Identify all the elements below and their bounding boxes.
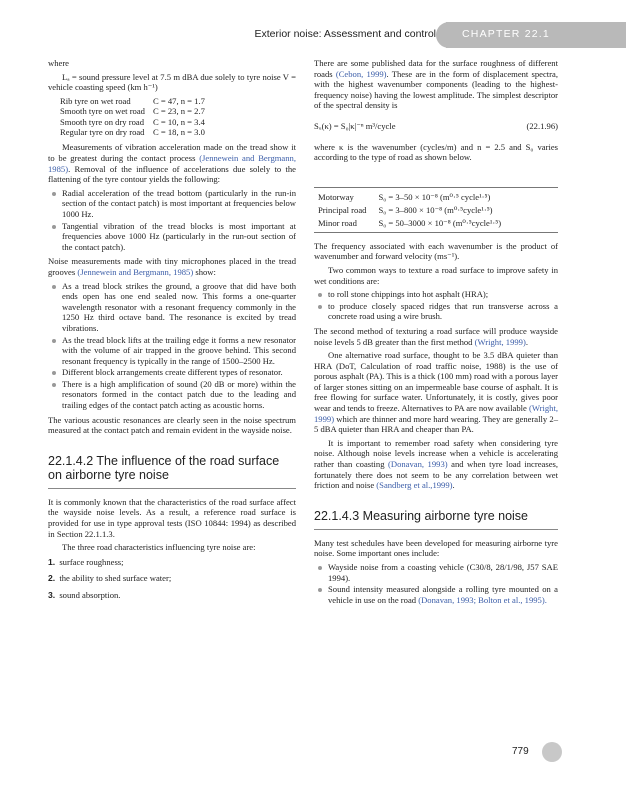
paragraph: It is commonly known that the characteristics of the road surface affect the wayside noise levels. As a result, a reference road surface is provided for use in type approval tests (ISO 10844: 1994) as described in Section 22.1.1.3. xyxy=(48,496,296,539)
road-table xyxy=(314,187,558,233)
paragraph: The three road characteristics influencing tyre noise are: xyxy=(62,542,256,553)
road-value: S₀ = 3–800 × 10⁻⁸ (m⁰·⁵cycle¹·⁵) xyxy=(378,204,493,215)
tyre-name: Rib tyre on wet road xyxy=(60,95,131,106)
road-value: S₀ = 3–50 × 10⁻⁸ (m⁰·⁵ cycle¹·⁵) xyxy=(378,191,491,202)
list-text: the ability to shed surface water; xyxy=(59,573,172,584)
chapter-label: CHAPTER 22.1 xyxy=(462,28,550,40)
road-type: Motorway xyxy=(318,191,354,202)
tyre-params: C = 18, n = 3.0 xyxy=(152,127,205,137)
paragraph xyxy=(314,326,558,347)
list-item xyxy=(328,584,558,605)
table-row xyxy=(314,204,509,217)
citation-link[interactable]: (Donavan, 1993; Bolton et al., 1995). xyxy=(418,594,547,605)
equation xyxy=(314,121,558,132)
list-item: As a tread block strikes the ground, a groove that did have both ends open has one end sealed now. This forms a one-quarter wavelength resonator with a resonant frequency commonly in the 1250 Hz third octave band. The resonance is excited by tread vibrations. xyxy=(62,280,296,333)
text: . xyxy=(452,480,455,491)
list-item: There is a high amplification of sound (20 dB or more) within the resonators formed in the contact patch due to the leading and trailing edges of the contact patch acting as acoustic horns. xyxy=(62,378,296,411)
paragraph xyxy=(314,58,558,111)
tyre-name: Smooth tyre on wet road xyxy=(60,106,145,117)
paragraph: The various acoustic resonances are clearly seen in the noise spectrum measured at the contact patch and remain evident in the wayside noise. xyxy=(48,414,296,436)
table-row xyxy=(314,191,509,204)
text: The second method of texturing a road surface will produce wayside noise levels 5 dB greater than the first method xyxy=(314,325,558,347)
road-value: S₀ = 50–3000 × 10⁻⁸ (m⁰·⁵cycle¹·⁵) xyxy=(378,217,502,228)
list-number: 2. xyxy=(48,573,56,584)
definition-la: Lₐ = sound pressure level at 7.5 m dBA due solely to tyre noise V = vehicle coasting speed (km h⁻¹) xyxy=(48,71,296,93)
citation-link[interactable]: (Wright, 1999) xyxy=(474,336,526,347)
list-item: to produce closely spaced ridges that run transverse across a concrete road using a wire brush. xyxy=(328,300,558,322)
equation-number: (22.1.96) xyxy=(526,120,558,131)
section-heading: 22.1.4.2 The influence of the road surface on airborne tyre noise xyxy=(48,454,296,489)
list-item xyxy=(48,573,296,584)
citation-link[interactable]: (Donavan, 1993) xyxy=(388,459,448,470)
tyre-name: Smooth tyre on dry road xyxy=(60,116,145,127)
page-number-badge xyxy=(502,742,556,762)
text: which are thinner and more hard wearing. They are generally 2–5 dBA quieter than HRA and cheaper than PA. xyxy=(314,413,558,435)
tyre-table xyxy=(60,96,213,138)
list-item xyxy=(48,590,296,601)
bullet-list xyxy=(48,281,296,411)
paragraph: where κ is the wavenumber (cycles/m) and n = 2.5 and S₀ varies according to the type of road as shown below. xyxy=(314,141,558,163)
text: . xyxy=(525,336,528,347)
page-number: 779 xyxy=(512,746,529,757)
section-heading: 22.1.4.3 Measuring airborne tyre noise xyxy=(314,509,558,530)
citation-link[interactable]: (Jennewein and Bergmann, 1985) xyxy=(48,153,296,174)
text: Sound intensity measured alongside a rolling tyre mounted on a vehicle in use on the road xyxy=(328,584,558,605)
text: Wayside noise from a coasting vehicle (C30/8, 28/1/98, J57 SAE 1994). xyxy=(328,562,558,583)
citation-link[interactable]: (Cebon, 1999) xyxy=(335,68,387,79)
paragraph xyxy=(314,438,558,491)
chapter-tab xyxy=(446,22,626,48)
citation-link[interactable]: (Sandberg et al.,1999) xyxy=(376,480,453,491)
right-column xyxy=(314,58,558,609)
paragraph: The frequency associated with each wavenumber is the product of wavenumber and forward velocity (ms⁻¹). xyxy=(314,240,558,262)
text: . Removal of the influence of accelerations due solely to the flattening of the tyre contour yields the following: xyxy=(48,163,296,185)
road-type: Minor road xyxy=(318,217,357,228)
list-item: to roll stone chippings into hot asphalt (HRA); xyxy=(328,289,558,300)
list-item: As the tread block lifts at the trailing edge it forms a new resonator with the volume of air trapped in the groove behind. This second resonant frequency is typically in the range of 1500–2500 Hz. xyxy=(62,334,296,366)
text: Measurements of vibration acceleration made on the tread show it to be greatest during the contact process xyxy=(48,142,296,163)
list-item: Radial acceleration of the tread bottom (particularly in the run-in section of the contact patch) is most important at frequencies below 1000 Hz. xyxy=(62,187,296,219)
list-number: 3. xyxy=(48,590,56,600)
list-item: Tangential vibration of the tread blocks is most important at frequencies above 1000 Hz (particularly in the run-out section of the contact patch). xyxy=(62,220,296,252)
tyre-params: C = 10, n = 3.4 xyxy=(152,116,205,127)
where-text: where xyxy=(48,58,69,68)
text: . These are in the form of displacement spectra, with the highest wavenumber components (leading to the highest-frequency noise) having the lowest amplitude. The simplest descriptor of the spectral density is xyxy=(314,68,559,111)
text: One alternative road surface, thought to be 3.5 dBA quieter than HRA (DoT, Calculation of road traffic noise, 1988) is the use of porous asphalt (PA). This is a thick (100 mm) road with a porous layer of larger stones sitting on an impermeable base course of asphalt. It is free flowing for surface water. Unfortunately, it is costly, gives poor wear and tends to freeze. Alternatives to PA are now available xyxy=(314,350,558,414)
table-row xyxy=(60,106,213,116)
tyre-params: C = 47, n = 1.7 xyxy=(152,95,205,106)
left-column xyxy=(48,58,296,607)
text: There are some published data for the surface roughness of different roads xyxy=(314,58,558,79)
numbered-list xyxy=(48,557,296,601)
list-item: Different block arrangements create different types of resonator. xyxy=(62,367,296,378)
list-text: sound absorption. xyxy=(59,590,121,600)
text: show: xyxy=(193,266,216,277)
table-row xyxy=(60,127,213,137)
text: It is important to remember road safety when considering tyre noise. Although noise levels increase when a vehicle is accelerating rather than coasting xyxy=(314,437,558,470)
bullet-list xyxy=(314,562,558,605)
list-item xyxy=(48,557,296,568)
running-header xyxy=(0,22,626,48)
paragraph xyxy=(48,142,296,184)
paragraph: Many test schedules have been developed for measuring airborne tyre noise. Some important ones include: xyxy=(314,537,558,559)
bullet-list xyxy=(48,188,296,253)
text: Noise measurements made with tiny microphones placed in the tread grooves xyxy=(48,256,296,277)
header-title: Exterior noise: Assessment and control xyxy=(254,28,436,40)
text: and when tyre load increases, fortunately there does not seem to be any correlation between wet friction and noise xyxy=(314,459,559,491)
list-item xyxy=(328,562,558,583)
table-row xyxy=(60,117,213,127)
tyre-params: C = 23, n = 2.7 xyxy=(152,106,205,117)
equation-body: Sᵤ(κ) = S₀|κ|⁻ⁿ m³/cycle xyxy=(314,120,396,131)
table-row xyxy=(60,96,213,106)
citation-link[interactable]: (Jennewein and Bergmann, 1985) xyxy=(77,266,194,277)
road-type: Principal road xyxy=(318,204,367,215)
paragraph xyxy=(314,350,558,435)
paragraph xyxy=(48,256,296,277)
paragraph: Two common ways to texture a road surface to improve safety in wet conditions are: xyxy=(314,264,558,286)
bullet-list xyxy=(314,289,558,322)
tyre-name: Regular tyre on dry road xyxy=(60,127,145,137)
citation-link[interactable]: (Wright, 1999) xyxy=(314,403,558,424)
list-text: surface roughness; xyxy=(59,556,124,567)
list-number: 1. xyxy=(48,556,56,567)
table-row xyxy=(314,217,509,230)
